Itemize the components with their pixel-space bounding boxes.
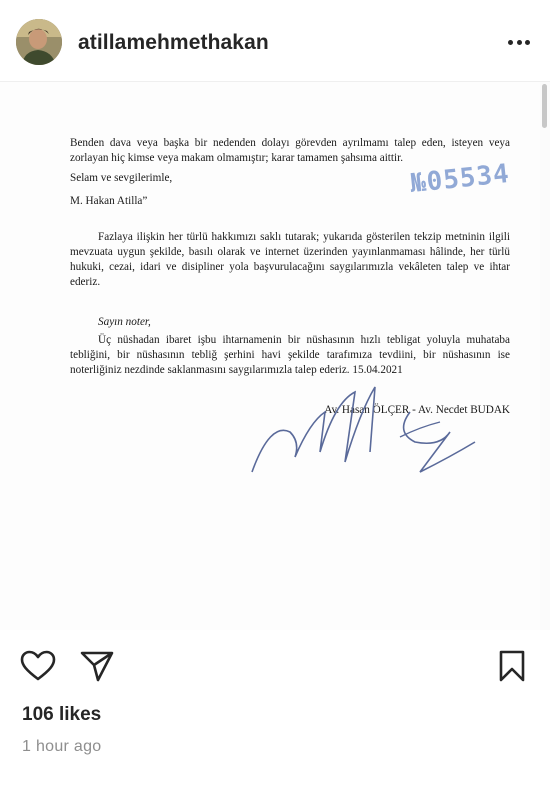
post-header — [0, 0, 550, 82]
likes-count[interactable]: 106 likes — [22, 704, 102, 725]
post-image[interactable] — [0, 82, 550, 630]
post-timestamp: 1 hour ago — [22, 738, 102, 755]
doc-closing: Selam ve sevgilerimle, — [70, 172, 173, 184]
doc-paragraph-1: Benden dava veya başka bir nedenden dolayı görevden ayrılmamı talep eden, isteyen veya zorlayan hiç kimse veya makam olmamıştır; karar tamamen şahsıma aittir. — [70, 137, 510, 164]
more-horizontal-icon — [508, 40, 513, 45]
signature-icon — [250, 382, 480, 482]
profile-photo-icon — [16, 19, 62, 65]
heart-icon[interactable] — [20, 650, 56, 682]
bookmark-icon[interactable] — [498, 649, 526, 683]
notary-stamp: №05534 — [408, 158, 512, 200]
doc-paragraph-2: Fazlaya ilişkin her türlü hakkımızı saklı tutarak; yukarıda gösterilen tekzip metninin ilgili mevzuata uygun şekilde, basılı olarak ve internet üzerinden yayınlanmaması hâlinde, her türlü hukuki, cezai, idari ve disipliner yola başvurulacağını saygılarımızla vekâleten talep ve ihtar ederiz. — [70, 231, 510, 288]
send-icon[interactable] — [80, 650, 114, 682]
action-bar — [0, 640, 550, 696]
document-page — [0, 82, 540, 630]
doc-salutation: Sayın noter, — [98, 316, 151, 328]
more-options-button[interactable] — [508, 38, 530, 46]
doc-signer: M. Hakan Atilla” — [70, 195, 148, 207]
avatar[interactable] — [16, 19, 62, 65]
doc-lawyers: Av. Hasan ÖLÇER - Av. Necdet BUDAK — [324, 404, 510, 416]
username[interactable]: atillamehmethakan — [78, 31, 269, 54]
scrollbar[interactable] — [542, 84, 547, 128]
doc-paragraph-3: Üç nüshadan ibaret işbu ihtarnamenin bir nüshasının hızlı tebligat yoluyla muhataba tebliğini, bir nüshasının tebliğ şerhini havi şekilde tarafımıza tevdiini, bir nüshasının ise noterliğiniz nezdinde saklanmasını saygılarımızla talep ederiz. 15.04.2021 — [70, 334, 510, 376]
